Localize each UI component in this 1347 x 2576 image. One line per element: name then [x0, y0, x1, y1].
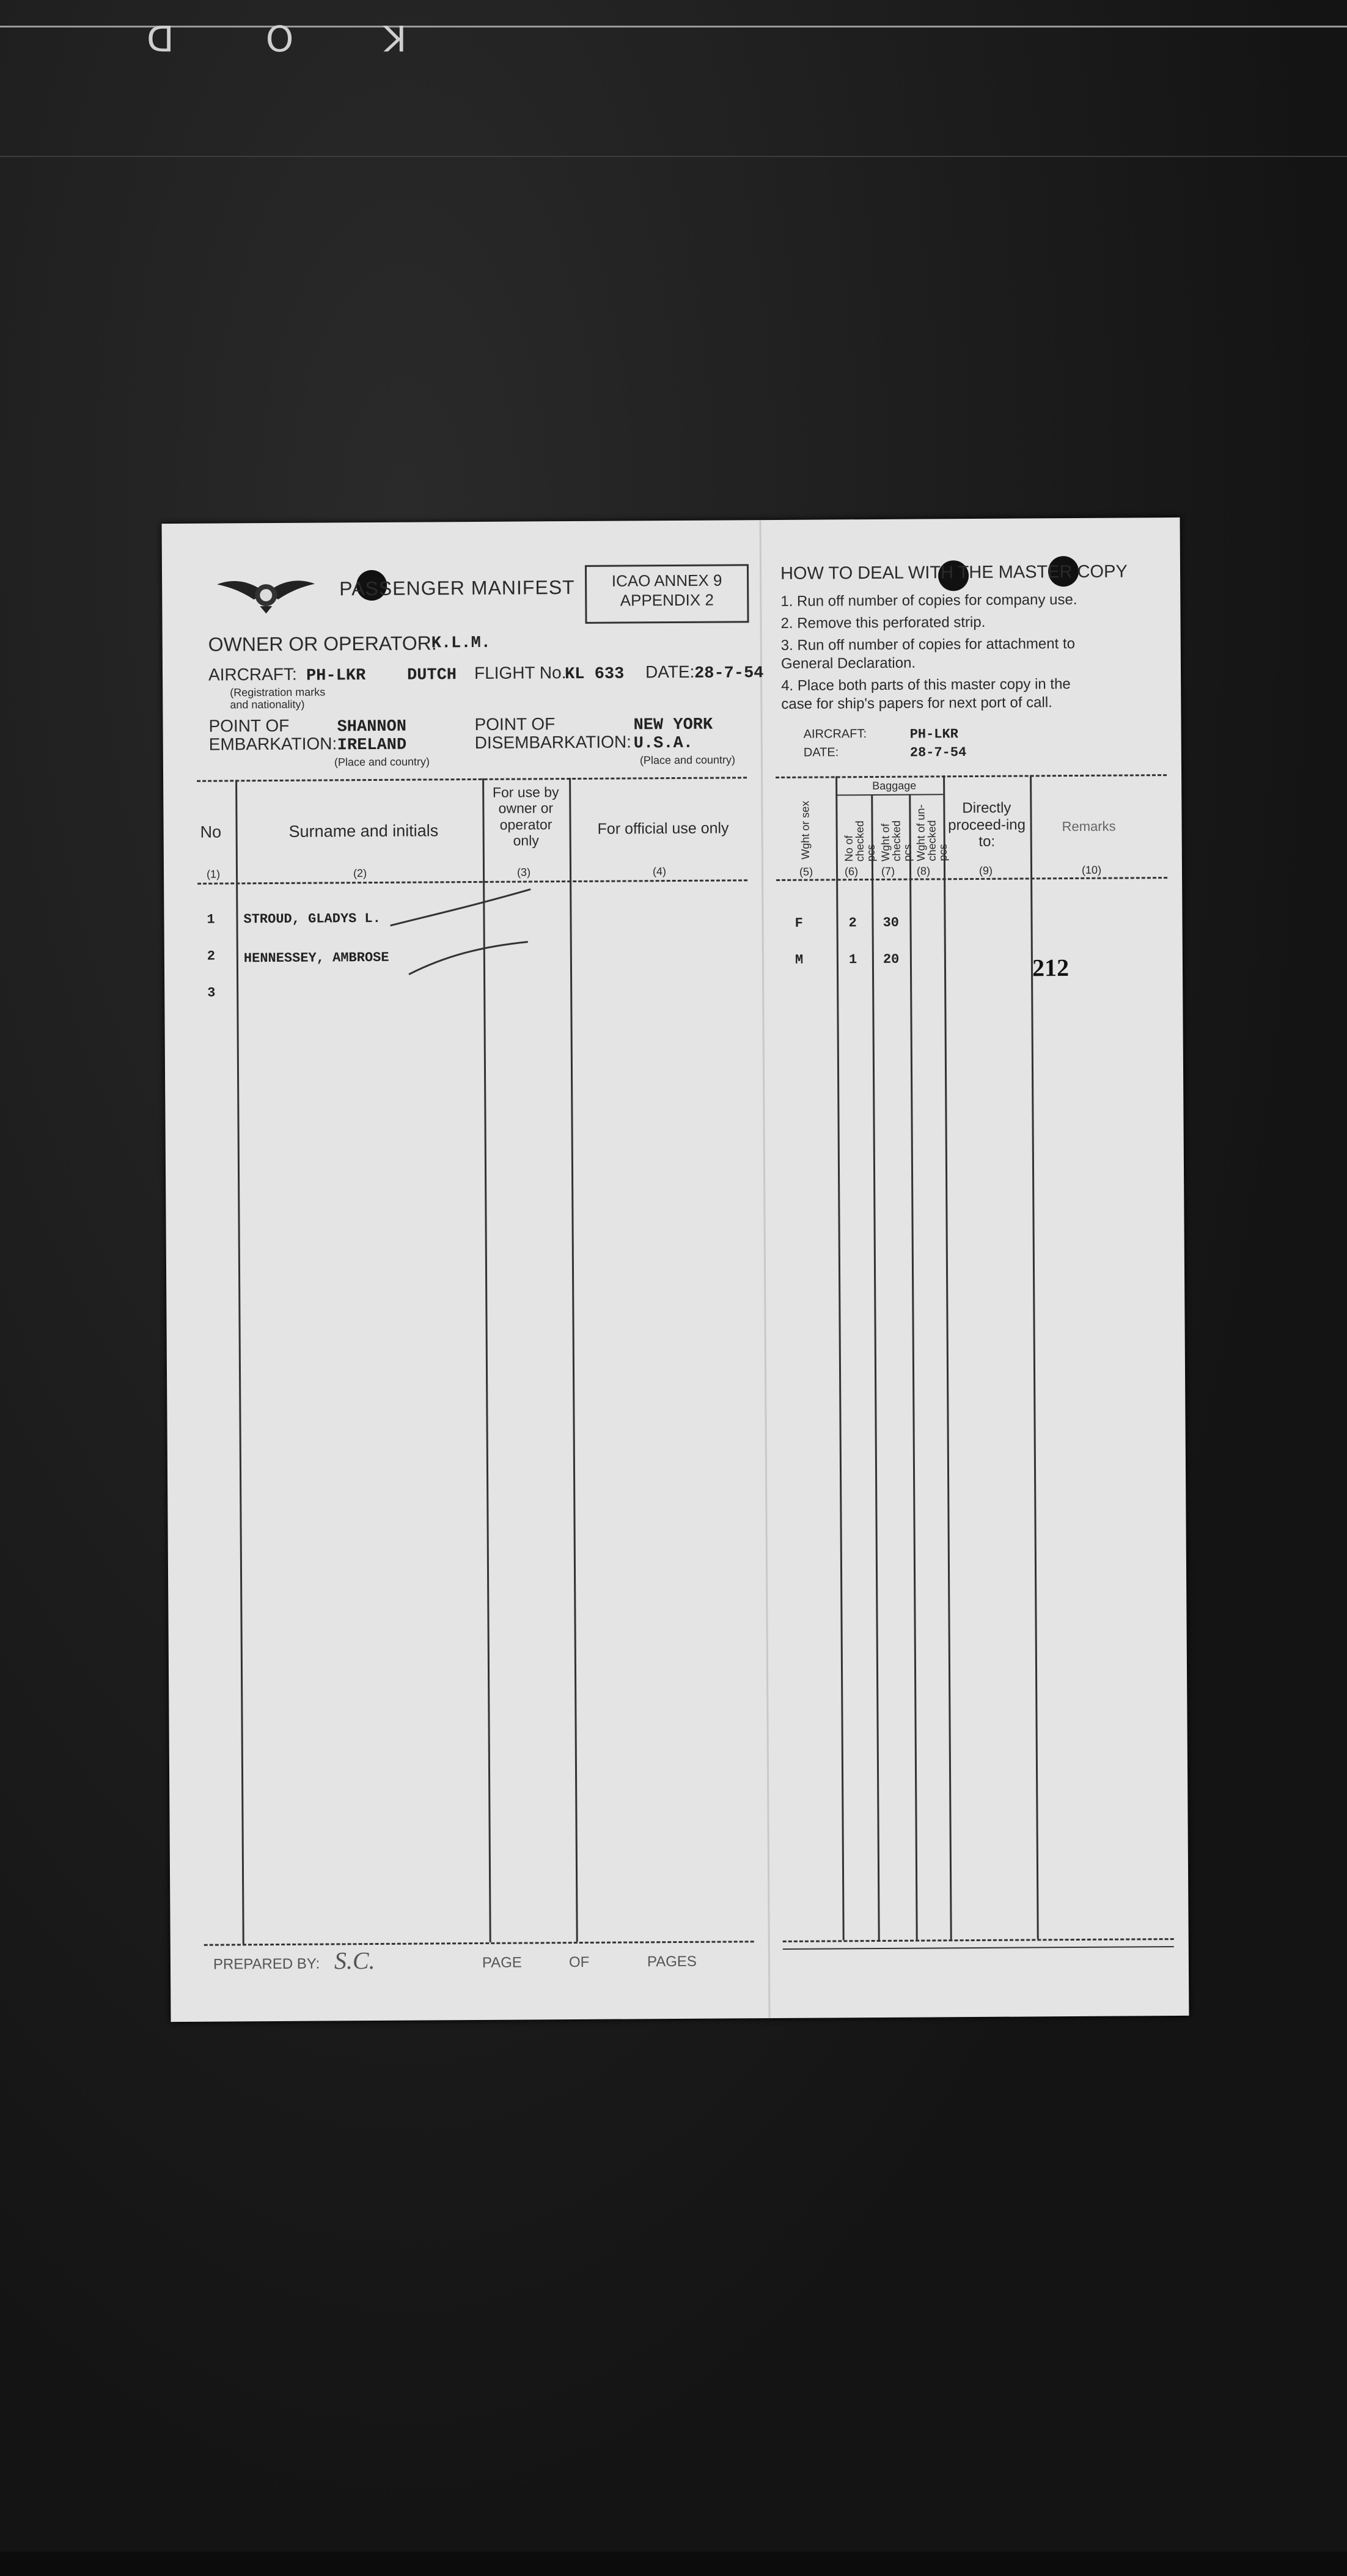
table-bottom-rule — [204, 1941, 754, 1945]
col-wght-checked-header: Wght of checked pcs — [879, 820, 914, 862]
col-num-6: (6) — [844, 865, 859, 878]
pages-label: PAGES — [647, 1953, 697, 1970]
col-num-9: (9) — [978, 864, 993, 877]
row-2-pcs: 1 — [848, 952, 857, 968]
row-1-weight: 30 — [883, 915, 900, 931]
instruction-line-6: case for ship's papers for next port of call. — [781, 694, 1052, 712]
col-divider — [943, 775, 952, 1939]
table-bottom-rule-right-2 — [783, 1946, 1174, 1950]
embark-label-1: POINT OF — [208, 715, 290, 736]
right-aircraft-value: PH-LKR — [909, 726, 958, 742]
owner-value: K.L.M. — [431, 634, 491, 653]
aircraft-label: AIRCRAFT: — [208, 664, 297, 684]
embark-note: (Place and country) — [334, 755, 430, 769]
perforated-fold — [760, 520, 771, 2018]
owner-label: OWNER OR OPERATOR: — [208, 632, 437, 656]
row-2-no: 2 — [207, 948, 216, 964]
col-no-checked-header: No of checked pcs — [842, 821, 877, 862]
col-owner-use-header: For use by owner or operator only — [492, 784, 559, 849]
col-num-7: (7) — [881, 865, 895, 877]
row-3-no: 3 — [207, 985, 216, 1001]
embark-value-1: SHANNON — [337, 717, 407, 737]
date-value: 28-7-54 — [694, 664, 764, 683]
col-remarks-header: Remarks — [1062, 818, 1116, 835]
icao-annex: ICAO ANNEX 9 — [611, 571, 722, 590]
right-date-value: 28-7-54 — [909, 745, 967, 761]
form-title: PASSENGER MANIFEST — [339, 576, 575, 600]
prepared-by-label: PREPARED BY: — [213, 1955, 320, 1973]
col-baggage-header: Baggage — [872, 779, 917, 792]
col-divider — [871, 794, 879, 1940]
col-official-header: For official use only — [597, 819, 729, 838]
col-num-5: (5) — [799, 865, 813, 878]
stamp-number: 212 — [1032, 954, 1070, 982]
instruction-line-2: 2. Remove this perforated strip. — [780, 613, 986, 632]
col-no-header: No — [200, 822, 222, 841]
col-num-4: (4) — [652, 865, 667, 878]
disembark-note: (Place and country) — [639, 753, 736, 767]
disembark-label-1: POINT OF — [474, 714, 556, 734]
row-2-sex: M — [795, 952, 804, 968]
of-label: OF — [568, 1953, 590, 1971]
col-divider — [835, 776, 845, 1940]
row-1-no: 1 — [207, 912, 215, 928]
page-label: PAGE — [482, 1954, 522, 1971]
col-wght-unchecked-header: Wght of un-checked pcs — [914, 804, 949, 862]
instruction-line-5: 4. Place both parts of this master copy in the — [781, 676, 1071, 694]
row-1-sex: F — [795, 915, 803, 931]
row-1-pcs: 2 — [848, 915, 857, 931]
col-directly-header: Directly proceed-ing to: — [948, 799, 1026, 851]
col-weight-sex-header: Wght or sex — [799, 800, 812, 860]
embark-value-2: IRELAND — [337, 736, 407, 755]
header-bottom-rule-right — [776, 877, 1167, 881]
prepared-by-signature: S.C. — [334, 1947, 375, 1975]
manifest-sheet — [162, 518, 1189, 2022]
embark-label-2: EMBARKATION: — [208, 734, 337, 754]
row-1-name: STROUD, GLADYS L. — [243, 910, 381, 928]
instruction-line-3: 3. Run off number of copies for attachment to — [780, 635, 1076, 654]
col-surname-header: Surname and initials — [288, 821, 439, 841]
right-aircraft-label: AIRCRAFT: — [803, 727, 867, 741]
film-frame-line — [0, 156, 1347, 157]
nationality-value: DUTCH — [406, 666, 457, 685]
flight-value: KL 633 — [564, 665, 625, 684]
instruction-line-1: 1. Run off number of copies for company use. — [780, 591, 1077, 610]
date-label: DATE: — [645, 662, 695, 682]
klm-wing-logo-icon — [217, 572, 315, 615]
aircraft-value: PH-LKR — [306, 667, 366, 686]
instructions-title: HOW TO DEAL WITH THE MASTER COPY — [780, 562, 1128, 584]
row-2-weight: 20 — [883, 951, 900, 967]
icao-appendix: APPENDIX 2 — [620, 590, 714, 610]
row-2-name: HENNESSEY, AMBROSE — [243, 950, 389, 967]
film-marker-letters: KOD — [55, 17, 407, 59]
flight-label: FLIGHT No. — [474, 663, 567, 682]
aircraft-note: (Registration marks and nationality) — [230, 686, 326, 711]
disembark-label-2: DISEMBARKATION: — [474, 732, 632, 752]
table-top-rule — [197, 777, 747, 781]
instruction-line-4: General Declaration. — [780, 654, 916, 672]
handwritten-check-mark-icon — [390, 882, 574, 981]
film-bottom-band — [0, 2552, 1347, 2576]
col-num-10: (10) — [1081, 863, 1102, 876]
table-bottom-rule-right — [783, 1938, 1174, 1942]
disembark-value-2: U.S.A. — [633, 734, 694, 753]
col-num-2: (2) — [353, 867, 367, 880]
col-num-3: (3) — [516, 866, 531, 879]
right-date-label: DATE: — [803, 745, 839, 759]
disembark-value-1: NEW YORK — [633, 715, 713, 735]
col-divider — [1030, 775, 1039, 1939]
col-divider — [235, 780, 244, 1944]
baggage-rule — [835, 794, 943, 796]
table-top-rule-right — [776, 774, 1167, 778]
col-divider — [909, 794, 917, 1940]
col-num-1: (1) — [206, 868, 221, 880]
col-num-8: (8) — [916, 865, 931, 877]
